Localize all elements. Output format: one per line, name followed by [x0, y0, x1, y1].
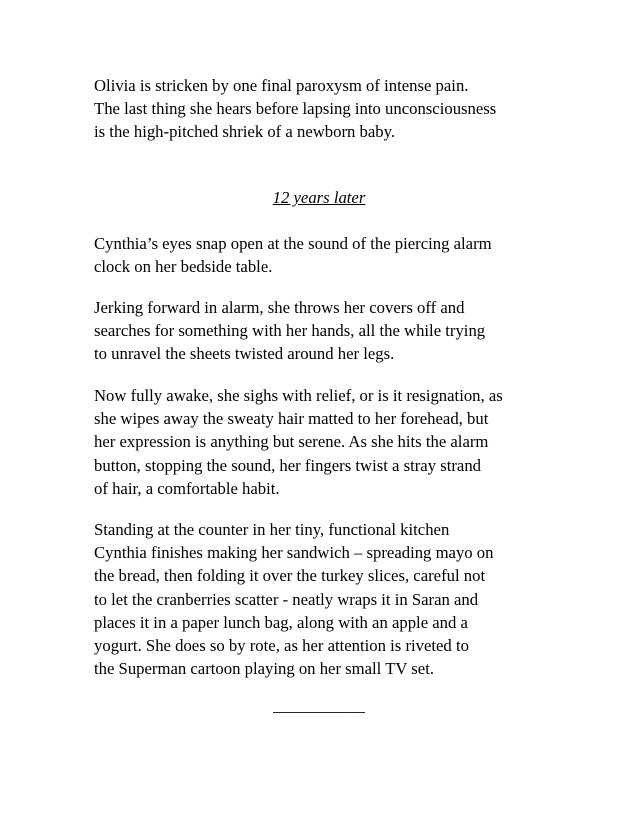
paragraph-line: Jerking forward in alarm, she throws her covers off and — [94, 298, 465, 317]
paragraph-line: of hair, a comfortable habit. — [94, 478, 280, 498]
paragraph-jerking-forward — [94, 296, 594, 366]
paragraph-olivia — [94, 74, 594, 144]
paragraph-line: Cynthia’s eyes snap open at the sound of the piercing alarm — [94, 234, 492, 253]
paragraph-line: the bread, then folding it over the turkey slices, careful not — [94, 566, 486, 586]
scene-heading: 12 years later — [272, 188, 366, 207]
paragraph-line: Olivia is stricken by one final paroxysm of intense pain. — [94, 76, 469, 95]
section-break-rule: ___________ — [273, 696, 365, 715]
paragraph-line: Cynthia finishes making her sandwich – spreading mayo on — [94, 543, 494, 563]
paragraph-line: searches for something with her hands, all the while trying — [94, 321, 486, 341]
paragraph-cynthia-wakes — [94, 232, 594, 278]
paragraph-line: she wipes away the sweaty hair matted to her forehead, but — [94, 409, 489, 429]
paragraph-line: clock on her bedside table. — [94, 257, 273, 277]
paragraph-line: to unravel the sheets twisted around her legs. — [94, 344, 395, 364]
paragraph-line: her expression is anything but serene. As she hits the alarm — [94, 432, 489, 452]
paragraph-line: to let the cranberries scatter - neatly wraps it in Saran and — [94, 589, 479, 609]
paragraph-line: the Superman cartoon playing on her small TV set. — [94, 659, 435, 679]
paragraph-line: places it in a paper lunch bag, along with an apple and a — [94, 612, 468, 632]
paragraph-fully-awake — [94, 384, 594, 500]
paragraph-line: Standing at the counter in her tiny, functional kitchen — [94, 520, 450, 539]
paragraph-line: Now fully awake, she sighs with relief, or is it resignation, as — [94, 386, 503, 405]
paragraph-line: yogurt. She does so by rote, as her attention is riveted to — [94, 636, 469, 656]
paragraph-line: is the high-pitched shriek of a newborn baby. — [94, 122, 396, 142]
paragraph-line: button, stopping the sound, her fingers twist a stray strand — [94, 455, 482, 475]
paragraph-kitchen — [94, 518, 594, 680]
paragraph-line: The last thing she hears before lapsing into unconsciousness — [94, 99, 497, 119]
